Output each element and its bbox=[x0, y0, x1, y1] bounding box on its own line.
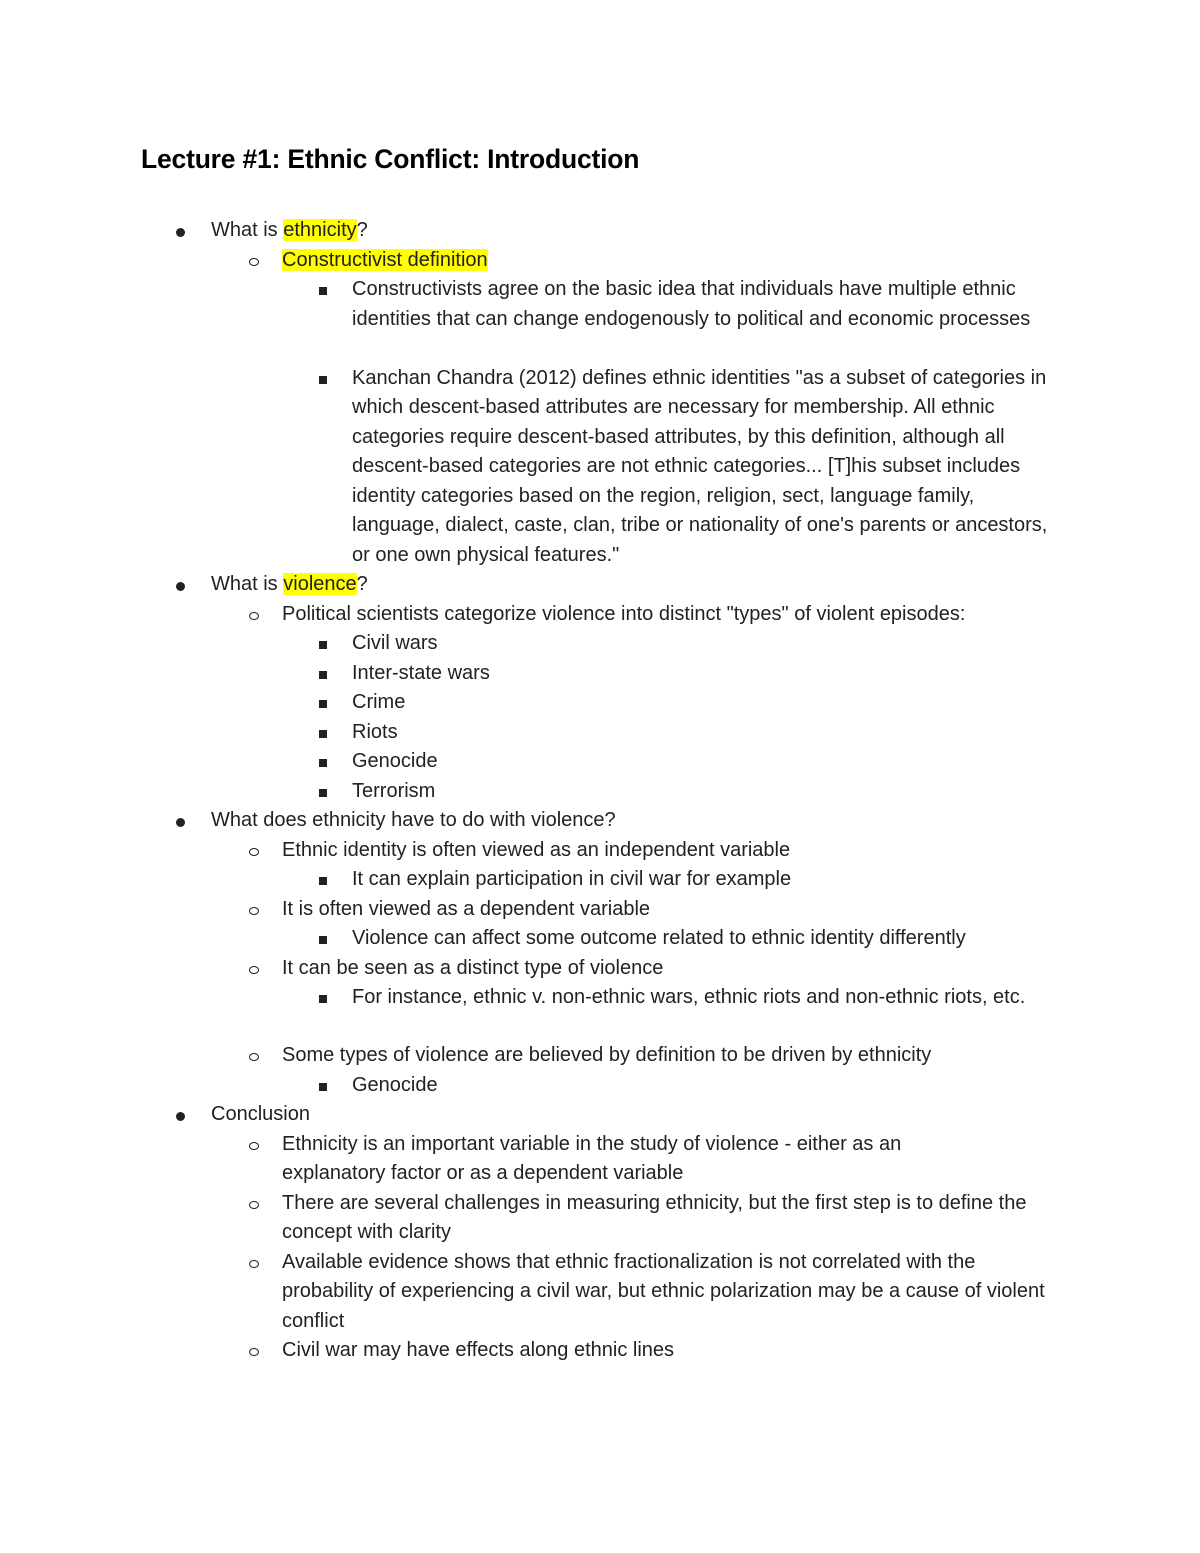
bullet-square-icon bbox=[319, 730, 327, 738]
outline-text: Violence can affect some outcome related to ethnic identity differently bbox=[352, 927, 966, 949]
outline-item bbox=[211, 1100, 1111, 1130]
outline-text: Civil war may have effects along ethnic lines bbox=[282, 1339, 675, 1361]
bullet-square-icon bbox=[319, 671, 327, 679]
outline-text: Civil wars bbox=[352, 632, 438, 654]
outline-item bbox=[211, 216, 1111, 246]
text-segment: What is bbox=[211, 573, 284, 595]
bullet-circle-icon bbox=[249, 258, 259, 266]
highlighted-term: ethnicity bbox=[283, 219, 357, 241]
bullet-square-icon bbox=[319, 995, 327, 1003]
outline-item bbox=[211, 570, 1111, 600]
outline-text: Available evidence shows that ethnic fractionalization is not correlated with the probability of experiencing a civil war, but ethnic polarization may be a cause of violent conflict bbox=[282, 1250, 1045, 1332]
outline-text: It is often viewed as a dependent variable bbox=[282, 897, 651, 920]
outline-item bbox=[352, 865, 1067, 895]
bullet-disc-icon bbox=[176, 228, 185, 237]
bullet-square-icon bbox=[319, 376, 327, 384]
bullet-circle-icon bbox=[249, 907, 259, 915]
outline-text: Political scientists categorize violence into distinct "types" of violent episodes: bbox=[282, 602, 966, 625]
outline-text bbox=[282, 246, 1082, 276]
bullet-circle-icon bbox=[249, 1201, 259, 1209]
outline-text: Constructivists agree on the basic idea that individuals have multiple ethnic identities that can change endogenously to political and economic processes bbox=[352, 278, 1031, 330]
outline-item bbox=[282, 1130, 982, 1189]
outline-text bbox=[211, 570, 1111, 600]
outline-text: Ethnicity is an important variable in the study of violence - either as an explanatory factor or as a dependent variable bbox=[282, 1132, 902, 1184]
bullet-circle-icon bbox=[249, 1053, 259, 1061]
outline-text: Some types of violence are believed by definition to be driven by ethnicity bbox=[282, 1044, 932, 1066]
outline-text: Genocide bbox=[352, 750, 438, 772]
bullet-disc-icon bbox=[176, 818, 185, 827]
outline-item bbox=[282, 1336, 1082, 1366]
outline-item bbox=[282, 1189, 1062, 1248]
outline-text: Conclusion bbox=[211, 1103, 310, 1125]
bullet-square-icon bbox=[319, 759, 327, 767]
bullet-square-icon bbox=[319, 936, 327, 944]
bullet-square-icon bbox=[319, 641, 327, 649]
outline-item bbox=[282, 600, 1082, 630]
outline-item bbox=[352, 718, 1067, 748]
text-segment: What is bbox=[211, 219, 284, 241]
outline-item bbox=[282, 246, 1082, 276]
outline-item bbox=[352, 1071, 1067, 1101]
text-segment: ? bbox=[356, 573, 368, 595]
bullet-circle-icon bbox=[249, 612, 259, 620]
outline-item bbox=[352, 629, 1067, 659]
outline-text: Riots bbox=[352, 720, 398, 743]
outline-item bbox=[352, 747, 1067, 777]
outline-text: Terrorism bbox=[352, 779, 436, 802]
page-title: Lecture #1: Ethnic Conflict: Introduction bbox=[141, 144, 640, 174]
bullet-square-icon bbox=[319, 700, 327, 708]
bullet-circle-icon bbox=[249, 1142, 259, 1150]
bullet-circle-icon bbox=[249, 966, 259, 974]
bullet-square-icon bbox=[319, 1083, 327, 1091]
outline-item bbox=[282, 954, 1082, 984]
outline-item bbox=[352, 659, 1067, 689]
outline-text: Ethnic identity is often viewed as an independent variable bbox=[282, 838, 791, 861]
bullet-square-icon bbox=[319, 789, 327, 797]
highlighted-term: Constructivist definition bbox=[282, 248, 488, 271]
bullet-square-icon bbox=[319, 877, 327, 885]
outline-item bbox=[352, 983, 1067, 1013]
outline-item bbox=[352, 275, 1067, 334]
outline-item bbox=[352, 688, 1067, 718]
outline-item bbox=[352, 777, 1067, 807]
bullet-square-icon bbox=[319, 287, 327, 295]
text-segment: ? bbox=[356, 219, 368, 241]
outline-text: What does ethnicity have to do with violence? bbox=[211, 809, 616, 831]
outline-text: Crime bbox=[352, 691, 406, 713]
outline-item bbox=[282, 895, 1082, 925]
outline-item bbox=[282, 1041, 1082, 1071]
bullet-disc-icon bbox=[176, 582, 185, 591]
outline-text: There are several challenges in measuring ethnicity, but the first step is to define the concept with clarity bbox=[282, 1191, 1027, 1243]
outline-text: It can explain participation in civil war for example bbox=[352, 868, 792, 890]
bullet-circle-icon bbox=[249, 1260, 259, 1268]
outline-text bbox=[211, 216, 1111, 246]
outline-text: For instance, ethnic v. non-ethnic wars, ethnic riots and non-ethnic riots, etc. bbox=[352, 986, 1026, 1008]
outline-item bbox=[282, 1248, 1052, 1337]
bullet-circle-icon bbox=[249, 1348, 259, 1356]
bullet-disc-icon bbox=[176, 1112, 185, 1121]
outline-text: Genocide bbox=[352, 1073, 438, 1096]
outline-item bbox=[352, 364, 1067, 571]
outline-item bbox=[282, 836, 1082, 866]
bullet-circle-icon bbox=[249, 848, 259, 856]
outline-text: It can be seen as a distinct type of violence bbox=[282, 956, 664, 979]
highlighted-term: violence bbox=[283, 573, 357, 595]
outline-text: Inter-state wars bbox=[352, 661, 490, 684]
outline-item bbox=[211, 806, 1111, 836]
outline-text: Kanchan Chandra (2012) defines ethnic identities "as a subset of categories in which descent-based attributes are necessary for membership. All ethnic categories require descent-based attributes, by this definition, although all descent-based categories are not ethnic categories... [T]his subset includes identity categories based on the region, religion, sect, language family, language, dialect, caste, clan, tribe or nationality of one's parents or ancestors, or one own physical features." bbox=[352, 366, 1048, 566]
outline-item bbox=[352, 924, 1067, 954]
